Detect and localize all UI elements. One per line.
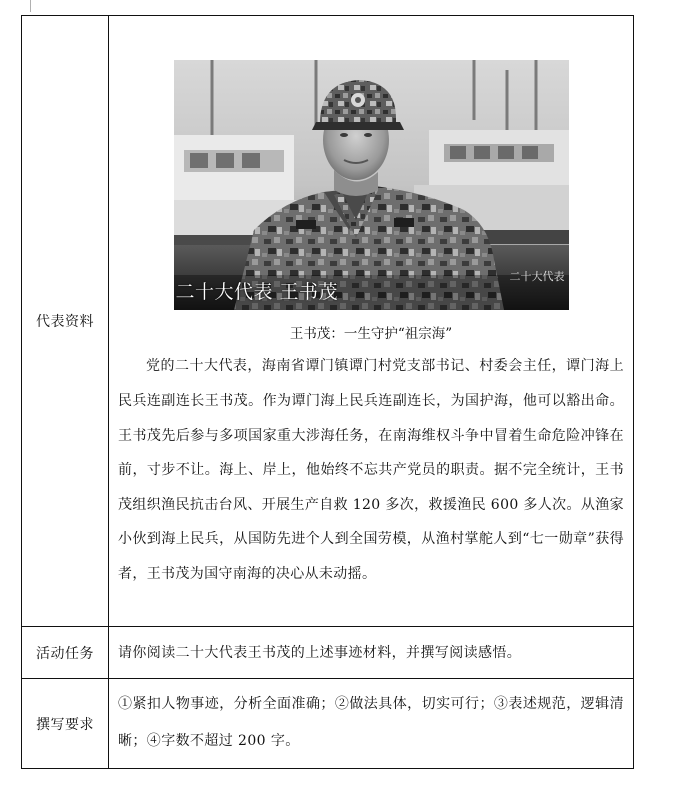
- requirements-content-cell: [109, 679, 634, 769]
- table-row-requirements: [22, 679, 634, 769]
- profile-table: [21, 15, 634, 769]
- row-label-task: 活动任务: [22, 627, 109, 679]
- table-row-task: [22, 627, 634, 679]
- task-text: 请你阅读二十大代表王书茂的上述事迹材料，并撰写阅读感悟。: [118, 644, 522, 661]
- photo-caption: 二十大代表 王书茂: [175, 281, 339, 304]
- row-label-profile: 代表资料: [22, 16, 109, 627]
- row-label-requirements: 撰写要求: [22, 679, 109, 769]
- table-row-profile: [22, 16, 634, 627]
- article-body: 党的二十大代表，海南省谭门镇谭门村党支部书记、村委会主任，谭门海上民兵连副连长王书茂。作为谭门海上民兵连副连长，为国护海，他可以豁出命。王书茂先后参与多项国家重大涉海任务，在南海维权斗争中冒着生命危险冲锋在前，寸步不让。海上、岸上，他始终不忘共产党员的职责。据不完全统计，王书茂组织渔民抗击台风、开展生产自救 120 多次，救援渔民 600 多人次。从渔家小伙到海上民兵，从国防先进个人到全国劳模，从渔村掌舵人到“七一勋章”获得者，王书茂为国守南海的决心从未动摇。: [118, 358, 624, 582]
- photo-watermark: 二十大代表: [509, 270, 565, 284]
- page-corner-mark: [30, 0, 31, 12]
- profile-content-cell: [109, 16, 634, 627]
- requirements-text: ①紧扣人物事迹，分析全面准确；②做法具体，切实可行；③表述规范，逻辑清晰；④字数不超过 200 字。: [118, 695, 624, 749]
- portrait-photo: [174, 60, 569, 310]
- article-title: 王书茂：一生守护“祖宗海”: [289, 326, 453, 343]
- task-content-cell: [109, 627, 634, 679]
